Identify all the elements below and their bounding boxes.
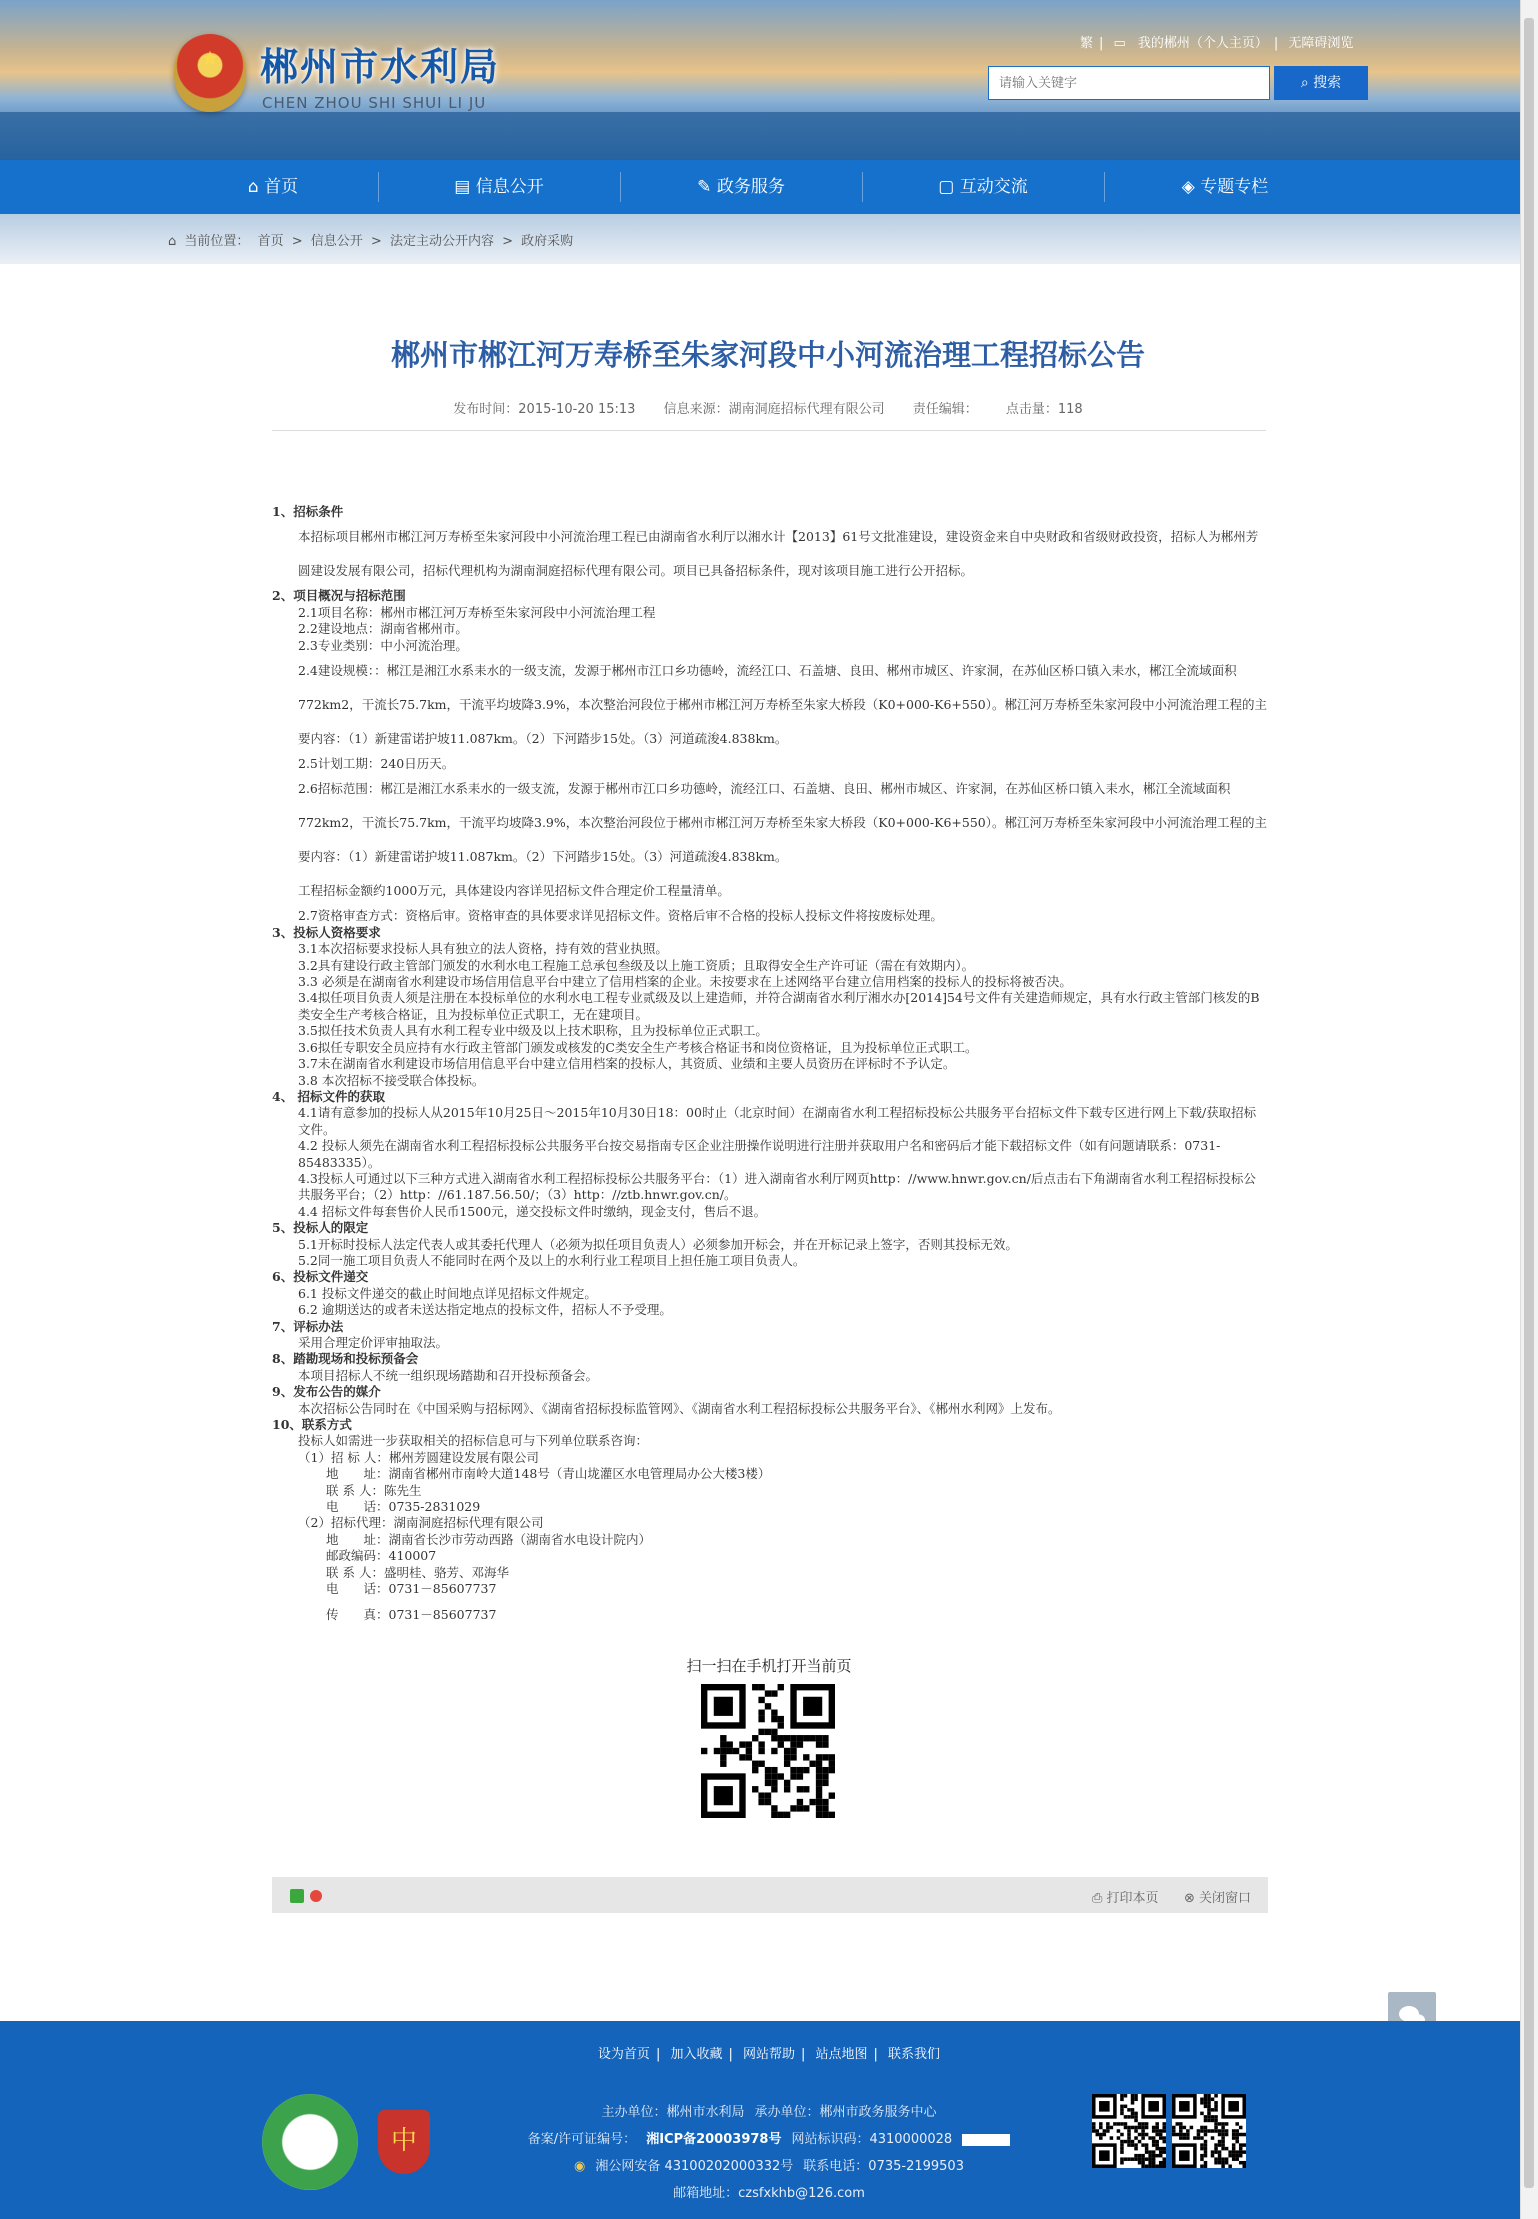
article-paragraph: 3.1本次招标要求投标人具有独立的法人资格，持有效的营业执照。 (298, 941, 668, 957)
accessibility-link[interactable]: 无障碍浏览 (1288, 36, 1354, 51)
article-title: 郴州市郴江河万寿桥至朱家河段中小河流治理工程招标公告 (390, 338, 1145, 372)
footer-qr-code-1 (1092, 2094, 1166, 2168)
article-paragraph: 电 话：0735-2831029 (326, 1499, 481, 1515)
article-paragraph: 5.1开标时投标人法定代表人或其委托代理人（必须为拟任项目负责人）必须参加开标会，并在开标记录上签字，否则其投标无效。 (298, 1236, 1018, 1252)
scrollbar-thumb[interactable] (1524, 18, 1534, 2188)
editor: 责任编辑： (912, 402, 978, 417)
weibo-share-icon[interactable] (310, 1890, 322, 1902)
article-paragraph: 联 系 人：盛明桂、骆芳、邓海华 (326, 1564, 509, 1580)
publish-time: 发布时间：2015-10-20 15:13 (453, 402, 636, 417)
nav-interaction[interactable]: ▢ 互动交流 (938, 177, 1028, 197)
article-paragraph: 2.3专业类别：中小河流治理。 (298, 637, 468, 653)
article-paragraph: 本次招标公告同时在《中国采购与招标网》、《湖南省招标投标监管网》、《湖南省水利工程招标投标公共服务平台》、《郴州水利网》上发布。 (298, 1400, 1061, 1416)
article-paragraph: 2.4建设规模：：郴江是湘江水系耒水的一级支流，发源于郴州市江口乡功德岭，流经江口、石盖塘、良田、郴州市城区、许家洞，在苏仙区桥口镇入耒水，郴江全流域面积772km2，干流长75.7km，干流平均坡降3.9%，本次整治河段位于郴州市郴江河万寿桥至朱家大桥段（K0+000-K6+550）。郴江河万寿桥至朱家河段中小河流治理工程的主要内容：（1）新建雷诺护坡11.087km。（2）下河踏步15处。（3）河道疏浚4.838km。 (298, 663, 1267, 747)
section-heading: 5、投标人的限定 (272, 1220, 369, 1236)
main-nav (0, 160, 1520, 214)
edit-icon: ✎ (697, 177, 717, 197)
click-count: 点击量：118 (1005, 402, 1083, 417)
section-heading: 4、 招标文件的获取 (272, 1088, 386, 1104)
party-org-badge-icon[interactable]: 中 (378, 2110, 430, 2174)
article-paragraph: 3.8 本次招标不接受联合体投标。 (298, 1072, 485, 1088)
article-paragraph: （2）招标代理：湖南洞庭招标代理有限公司 (298, 1515, 544, 1531)
site-subtitle: CHEN ZHOU SHI SHUI LI JU (262, 94, 487, 112)
footer-links: 设为首页 | 加入收藏 | 网站帮助 | 站点地图 | 联系我们 (597, 2047, 941, 2062)
home-icon: ⌂ (247, 177, 265, 197)
breadcrumb-procurement[interactable]: 政府采购 (521, 234, 574, 249)
national-emblem-icon: ★ (174, 34, 246, 112)
footer-police: ◉ 湘公网安备 43100202000332号 联系电话：0735-2199503 (574, 2159, 964, 2174)
close-icon: ⊗ (1184, 1891, 1200, 1906)
nav-special-topics[interactable]: ◈ 专题专栏 (1181, 177, 1269, 197)
section-heading: 3、投标人资格要求 (272, 924, 381, 940)
article-paragraph: 3.6拟任专职安全员应持有水行政主管部门颁发或核发的C类安全生产考核合格证书和岗位资格证，且为投标单位正式职工。 (298, 1039, 978, 1055)
layers-icon: ◈ (1181, 177, 1201, 197)
printer-icon: ⎙ (1092, 1891, 1107, 1906)
article-paragraph: 3.4拟任项目负责人须是注册在本投标单位的水利水电工程专业贰级及以上建造师，并符合湖南省水利厅湘水办[2014]54号文件有关建造师规定，具有水行政主管部门核发的B类安全生产考核合格证，且为投标单位正式职工，无在建项目。 (298, 990, 1260, 1022)
breadcrumb-prefix: 当前位置： (184, 234, 250, 249)
cert-badge-icon (962, 2134, 1010, 2146)
article-paragraph: 6.1 投标文件递交的截止时间地点详见招标文件规定。 (298, 1285, 597, 1301)
article-paragraph: 5.2同一施工项目负责人不能同时在两个及以上的水利行业工程项目上担任施工项目负责人。 (298, 1252, 806, 1268)
breadcrumb-statutory[interactable]: 法定主动公开内容 (389, 234, 494, 249)
section-heading: 1、招标条件 (272, 504, 344, 519)
police-badge-icon: ◉ (574, 2159, 586, 2174)
article-paragraph: 2.5计划工期：240日历天。 (298, 756, 455, 772)
article-paragraph: 电 话：0731－85607737 (326, 1581, 497, 1597)
home-icon: ⌂ (168, 234, 177, 249)
article-paragraph: 投标人如需进一步获取相关的招标信息可与下列单位联系咨询： (298, 1433, 649, 1449)
article-paragraph: 6.2 逾期送达的或者未送达指定地点的投标文件，招标人不予受理。 (298, 1302, 672, 1318)
page-qr-code (701, 1684, 835, 1818)
title-divider (272, 430, 1266, 431)
monitor-icon: ▭ (1113, 36, 1126, 51)
article-paragraph: 2.7资格审查方式：资格后审。资格审查的具体要求详见招标文件。资格后审不合格的投标人投标文件将按废标处理。 (298, 908, 943, 924)
section-heading: 10、联系方式 (272, 1417, 352, 1433)
article-paragraph: 4.4 招标文件每套售价人民币1500元，递交投标文件时缴纳，现金支付，售后不退。 (298, 1203, 767, 1219)
article-paragraph: 3.3 必须是在湖南省水利建设市场信用信息平台中建立了信用档案的企业。未按要求在上述网络平台建立信用档案的投标人的投标将被否决。 (298, 974, 1072, 990)
chat-icon: ▢ (938, 177, 960, 197)
article-paragraph: 本招标项目郴州市郴江河万寿桥至朱家河段中小河流治理工程已由湖南省水利厅以湘水计【2013】61号文批准建设，建设资金来自中央财政和省级财政投资，招标人为郴州芳圆建设发展有限公司，招标代理机构为湖南洞庭招标代理有限公司。项目已具备招标条件，现对该项目施工进行公开招标。 (298, 529, 1259, 579)
article-paragraph: 3.7未在湖南省水利建设市场信用信息平台中建立信用档案的投标人，其资质、业绩和主要人员资历在评标时不予认定。 (298, 1056, 956, 1072)
qr-label: 扫一扫在手机打开当前页 (686, 1657, 852, 1675)
article-paragraph: 传 真：0731－85607737 (326, 1606, 497, 1622)
article-paragraph: 3.5拟任技术负责人具有水利工程专业中级及以上技术职称，且为投标单位正式职工。 (298, 1023, 768, 1039)
footer-sitemap[interactable]: 站点地图 (815, 2047, 868, 2062)
nav-home[interactable]: ⌂ 首页 (247, 177, 299, 197)
breadcrumb-info-public[interactable]: 信息公开 (310, 234, 363, 249)
section-heading: 6、投标文件递交 (272, 1269, 369, 1285)
article-paragraph: 2.1项目名称：郴州市郴江河万寿桥至朱家河段中小河流治理工程 (298, 604, 656, 620)
section-heading: 8、踏勘现场和投标预备会 (272, 1351, 419, 1367)
article-paragraph: 2.2建设地点：湖南省郴州市。 (298, 621, 468, 637)
footer-help[interactable]: 网站帮助 (742, 2047, 795, 2062)
section-heading: 9、发布公告的媒介 (272, 1384, 381, 1400)
icp-link[interactable]: 湘ICP备20003978号 (646, 2132, 782, 2147)
civilization-badge-icon[interactable] (262, 2094, 358, 2190)
breadcrumb-home[interactable]: 首页 (257, 234, 284, 249)
article-paragraph: 地 址：湖南省长沙市劳动西路（湖南省水电设计院内） (326, 1531, 652, 1547)
share-toolbar (272, 1877, 1268, 1913)
footer-email: 邮箱地址：czsfxkhb@126.com (673, 2186, 865, 2201)
article-paragraph: 4.2 投标人须先在湖南省水利工程招标投标公共服务平台按交易指南专区企业注册操作说明进行注册并获取用户名和密码后才能下载招标文件（如有问题请联系：0731-85483335）。 (298, 1138, 1221, 1170)
nav-gov-service[interactable]: ✎ 政务服务 (697, 177, 785, 197)
footer-units: 主办单位：郴州市水利局 承办单位：郴州市政务服务中心 (601, 2105, 937, 2120)
section-heading: 7、评标办法 (272, 1318, 344, 1334)
breadcrumb: ⌂ 当前位置： 首页 > 信息公开 > 法定主动公开内容 > 政府采购 (168, 234, 574, 249)
print-button[interactable]: ⎙ 打印本页 (1092, 1891, 1159, 1906)
article-paragraph: 本项目招标人不统一组织现场踏勘和召开投标预备会。 (298, 1367, 599, 1383)
article-paragraph: 地 址：湖南省郴州市南岭大道148号（青山垅灌区水电管理局办公大楼3楼） (326, 1466, 771, 1482)
site-title[interactable]: 郴州市水利局 (260, 45, 501, 89)
share-icons (290, 1889, 330, 1903)
article-paragraph: （1）招 标 人：郴州芳圆建设发展有限公司 (298, 1449, 539, 1465)
article-paragraph: 2.6招标范围：郴江是湘江水系耒水的一级支流，发源于郴州市江口乡功德岭，流经江口、石盖塘、良田、郴州市城区、许家洞，在苏仙区桥口镇入耒水，郴江全流域面积772km2，干流长75.7km，干流平均坡降3.9%，本次整治河段位于郴州市郴江河万寿桥至朱家大桥段（K0+000-K6+550）。郴江河万寿桥至朱家河段中小河流治理工程的主要内容：（1）新建雷诺护坡11.087km。（2）下河踏步15处。（3）河道疏浚4.838km。 (298, 781, 1267, 865)
traditional-chinese-link[interactable]: 繁 (1080, 36, 1094, 51)
article-body (272, 504, 1268, 1632)
document-icon: ▤ (454, 177, 476, 197)
footer-contact[interactable]: 联系我们 (888, 2047, 941, 2062)
search-button[interactable]: ⌕ 搜索 (1274, 66, 1368, 100)
close-window-button[interactable]: ⊗ 关闭窗口 (1184, 1891, 1252, 1906)
footer-icp: 备案/许可证编号： 湘ICP备20003978号 网站标识码：4310000028 (0, 2128, 1538, 2147)
banner-landscape (0, 112, 1520, 160)
article-paragraph: 4.3投标人可通过以下三种方式进入湖南省水利工程招标投标公共服务平台：（1）进入湖南省水利厅网页http：//www.hnwr.gov.cn/后点击右下角湖南省水利工程招标投标公共服务平台；（2）http：//61.187.56.50/；（3）http：//ztb.hnwr.gov.cn/。 (298, 1170, 1256, 1203)
article-meta (272, 398, 1264, 417)
article-paragraph: 3.2具有建设行政主管部门颁发的水利水电工程施工总承包叁级及以上施工资质；且取得安全生产许可证（需在有效期内）。 (298, 957, 975, 973)
footer-qr-code-2 (1172, 2094, 1246, 2168)
info-source: 信息来源：湖南洞庭招标代理有限公司 (663, 402, 885, 417)
footer-add-favorite[interactable]: 加入收藏 (670, 2047, 723, 2062)
article-paragraph: 邮政编码：410007 (326, 1548, 437, 1564)
wechat-share-icon[interactable] (290, 1889, 304, 1903)
footer-set-homepage[interactable]: 设为首页 (597, 2047, 650, 2062)
article-paragraph: 4.1请有意参加的投标人从2015年10月25日～2015年10月30日18：00时止（北京时间）在湖南省水利工程招标投标公共服务平台招标文件下载专区进行网上下载/获取招标文件。 (298, 1105, 1257, 1137)
search-icon: ⌕ (1300, 75, 1314, 91)
top-links: 繁 | ▭ 我的郴州（个人主页） | 无障碍浏览 (1080, 36, 1354, 51)
my-chenzhou-link[interactable]: 我的郴州（个人主页） (1137, 36, 1268, 51)
article-paragraph: 工程招标金额约1000万元，具体建设内容详见招标文件合理定价工程量清单。 (298, 883, 730, 899)
nav-info-public[interactable]: ▤ 信息公开 (454, 177, 544, 197)
section-heading: 2、项目概况与招标范围 (272, 588, 406, 604)
search-input[interactable] (988, 66, 1270, 100)
article-paragraph: 采用合理定价评审抽取法。 (298, 1335, 449, 1350)
police-record-link[interactable]: 湘公网安备 43100202000332号 (595, 2159, 794, 2174)
article-paragraph: 联 系 人：陈先生 (326, 1482, 422, 1498)
